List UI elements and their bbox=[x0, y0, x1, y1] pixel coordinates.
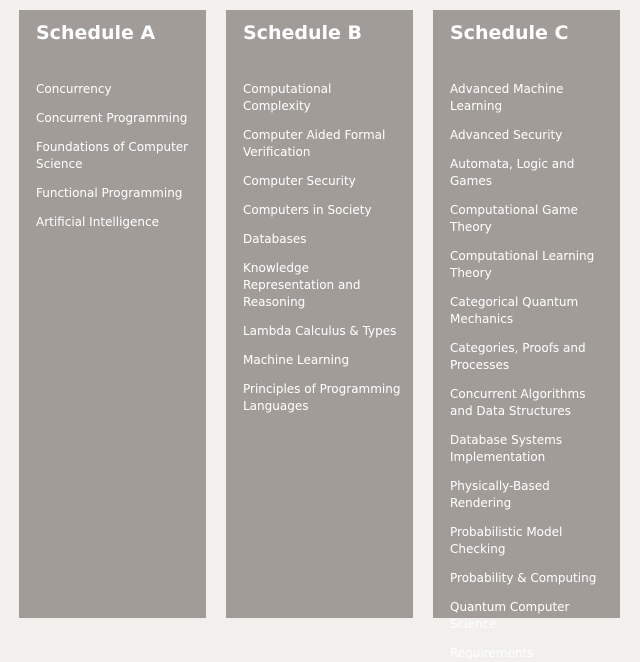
course-item[interactable]: Advanced Security bbox=[450, 128, 563, 142]
schedule-a-course-list bbox=[36, 81, 194, 231]
course-item[interactable]: Computational Game Theory bbox=[450, 203, 578, 234]
schedule-b-title: Schedule B bbox=[243, 22, 362, 44]
course-item[interactable]: Categories, Proofs and Processes bbox=[450, 341, 586, 372]
course-item[interactable]: Physically-Based Rendering bbox=[450, 479, 550, 510]
course-item[interactable]: Computational Learning Theory bbox=[450, 249, 595, 280]
schedule-b-column bbox=[226, 10, 413, 618]
schedule-b-course-list bbox=[243, 81, 401, 415]
schedule-a-title: Schedule A bbox=[36, 22, 156, 44]
course-item[interactable]: Concurrent Programming bbox=[36, 111, 188, 125]
course-item[interactable]: Quantum Computer Science bbox=[450, 600, 570, 631]
course-item[interactable]: Machine Learning bbox=[243, 353, 350, 367]
course-item[interactable]: Computers in Society bbox=[243, 203, 372, 217]
course-item[interactable]: Databases bbox=[243, 232, 307, 246]
course-item[interactable]: Knowledge Representation and Reasoning bbox=[243, 261, 361, 309]
course-item[interactable]: Categorical Quantum Mechanics bbox=[450, 295, 579, 326]
course-item[interactable]: Principles of Programming Languages bbox=[243, 382, 401, 413]
schedule-c-title: Schedule C bbox=[450, 22, 569, 44]
course-item[interactable]: Functional Programming bbox=[36, 186, 183, 200]
schedule-c-course-list bbox=[450, 81, 608, 662]
course-item[interactable]: Concurrency bbox=[36, 82, 112, 96]
schedule-a-column bbox=[19, 10, 206, 618]
course-item[interactable]: Requirements bbox=[450, 646, 534, 660]
course-item[interactable]: Concurrent Algorithms and Data Structures bbox=[450, 387, 586, 418]
course-item[interactable]: Computer Security bbox=[243, 174, 356, 188]
course-item[interactable]: Advanced Machine Learning bbox=[450, 82, 564, 113]
course-item[interactable]: Database Systems Implementation bbox=[450, 433, 563, 464]
course-item[interactable]: Lambda Calculus & Types bbox=[243, 324, 397, 338]
course-item[interactable]: Foundations of Computer Science bbox=[36, 140, 189, 171]
schedule-c-column bbox=[433, 10, 620, 660]
course-item[interactable]: Computer Aided Formal Verification bbox=[243, 128, 386, 159]
course-item[interactable]: Artificial Intelligence bbox=[36, 215, 159, 229]
course-item[interactable]: Probabilistic Model Checking bbox=[450, 525, 563, 556]
course-item[interactable]: Automata, Logic and Games bbox=[450, 157, 575, 188]
course-item[interactable]: Computational Complexity bbox=[243, 82, 332, 113]
course-item[interactable]: Probability & Computing bbox=[450, 571, 597, 585]
